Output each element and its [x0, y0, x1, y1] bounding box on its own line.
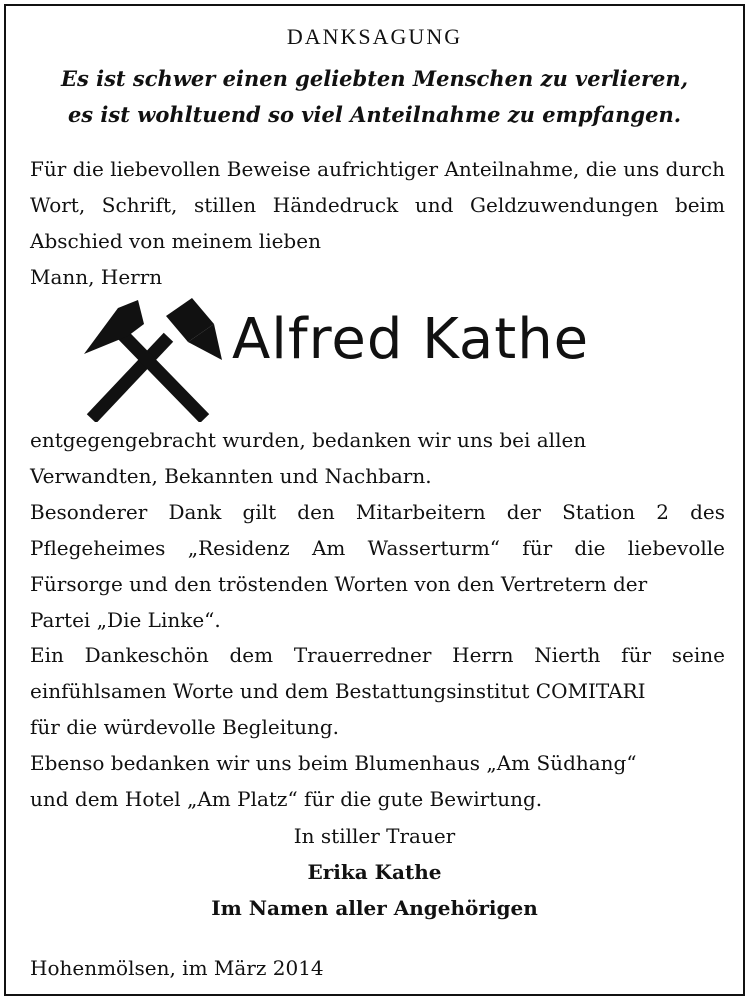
speaker-text: Ein Dankeschön dem Trauerredner Herrn Nierth für seine einfühlsamen Worte und dem Bestattungsinstitut COMITARI — [30, 643, 725, 703]
thanks-paragraph — [30, 422, 725, 494]
closing-phrase: In stiller Trauer — [293, 824, 456, 848]
intro-last-line: Mann, Herrn — [30, 265, 163, 289]
motto-line-1: Es ist schwer einen geliebten Menschen zu verlieren, — [60, 66, 689, 91]
signatory-family: Im Namen aller Angehörigen — [211, 896, 538, 920]
intro-text: Für die liebevollen Beweise aufrichtiger Anteilnahme, die uns durch Wort, Schrift, stillen Händedruck und Geldzuwendungen beim Abschied von meinem lieben — [30, 157, 725, 253]
motto-line-2: es ist wohltuend so viel Anteilnahme zu empfangen. — [67, 102, 682, 127]
thanks-text: entgegengebracht wurden, bedanken wir uns bei allen — [30, 428, 587, 452]
place-and-date: Hohenmölsen, im März 2014 — [30, 956, 324, 980]
flowers-text: Ebenso bedanken wir uns beim Blumenhaus „Am Südhang“ — [30, 751, 637, 775]
intro-paragraph — [30, 151, 725, 295]
speaker-last-line: für die würdevolle Begleitung. — [30, 715, 340, 739]
flowers-last-line: und dem Hotel „Am Platz“ für die gute Bewirtung. — [30, 787, 543, 811]
flowers-paragraph — [30, 745, 725, 817]
hammer-and-pick-icon — [78, 294, 226, 422]
deceased-name: Alfred Kathe — [232, 307, 590, 372]
speaker-paragraph — [30, 637, 725, 745]
thanks-last-line: Verwandten, Bekannten und Nachbarn. — [30, 464, 432, 488]
station-last-line: Partei „Die Linke“. — [30, 608, 221, 632]
signatory-name: Erika Kathe — [307, 860, 442, 884]
notice-heading: DANKSAGUNG — [286, 24, 463, 49]
station-paragraph — [30, 494, 725, 638]
station-text: Besonderer Dank gilt den Mitarbeitern der Station 2 des Pflegeheimes „Residenz Am Wasserturm“ für die liebevolle Fürsorge und den tröstenden Worten von den Vertretern der — [30, 500, 725, 596]
notice-frame — [4, 4, 745, 996]
